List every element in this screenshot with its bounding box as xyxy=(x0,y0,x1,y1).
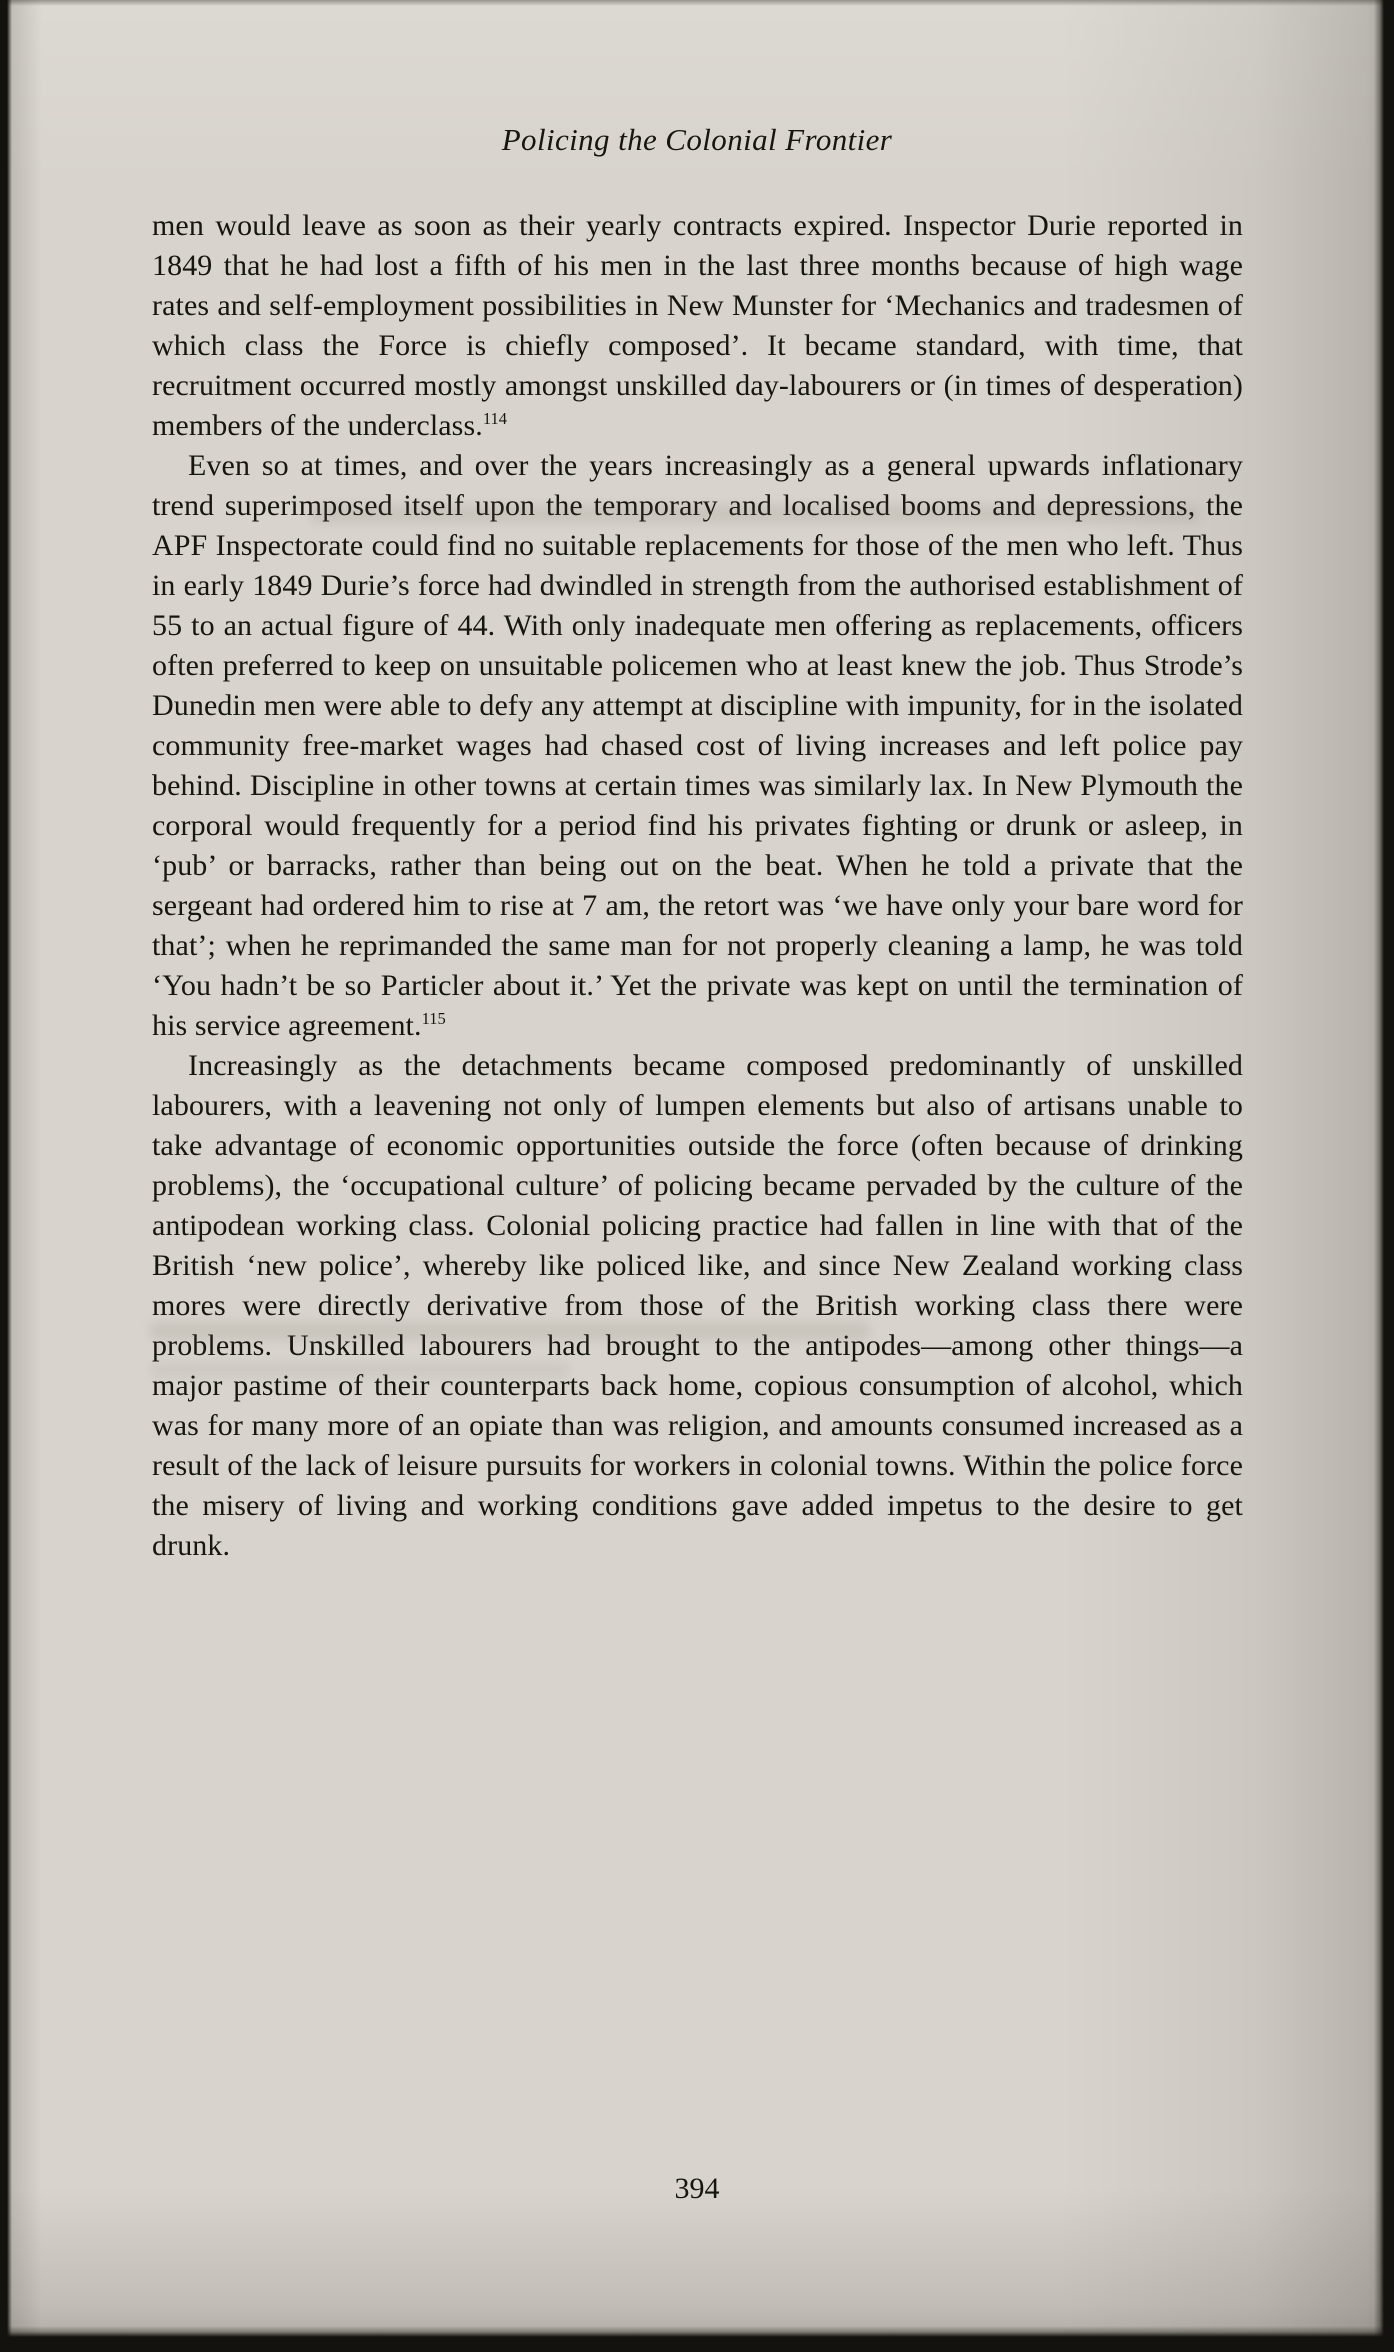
scan-edge-left xyxy=(0,0,12,2352)
paragraph: Increasingly as the detachments became composed predominantly of unskilled labourers, with a leavening not only of lumpen elements but also of artisans unable to take advantage of economic opportunities outside the force (often because of drinking problems), the ‘occupational culture’ of policing became pervaded by the culture of the antipodean working class. Colonial policing practice had fallen in line with that of the British ‘new police’, whereby like policed like, and since New Zealand working class mores were directly derivative from those of the British working class there were problems. Unskilled labourers had brought to the antipodes—among other things—a major pastime of their counterparts back home, copious consumption of alcohol, which was for many more of an opiate than was religion, and amounts consumed increased as a result of the lack of leisure pursuits for workers in colonial towns. Within the police force the misery of living and working conditions gave added impetus to the desire to get drunk. xyxy=(152,1049,1243,1562)
page-body xyxy=(152,206,1243,1566)
scan-edge-top xyxy=(0,0,1394,6)
footnote-marker: 115 xyxy=(421,1009,446,1028)
page-number: 394 xyxy=(674,2172,720,2205)
running-header: Policing the Colonial Frontier xyxy=(501,122,893,157)
paragraph: Even so at times, and over the years increasingly as a general upwards inflationary trend superimposed itself upon the temporary and localised booms and depressions, the APF Inspectorate could find no suitable replacements for those of the men who left. Thus in early 1849 Durie’s force had dwindled in strength from the authorised establishment of 55 to an actual figure of 44. With only inadequate men offering as replacements, officers often preferred to keep on unsuitable policemen who at least knew the job. Thus Strode’s Dunedin men were able to defy any attempt at discipline with impunity, for in the isolated community free-market wages had chased cost of living increases and left police pay behind. Discipline in other towns at certain times was similarly lax. In New Plymouth the corporal would frequently for a period find his privates fighting or drunk or asleep, in ‘pub’ or barracks, rather than being out on the beat. When he told a private that the sergeant had ordered him to rise at 7 am, the retort was ‘we have only your bare word for that’; when he reprimanded the same man for not properly cleaning a lamp, he was told ‘You hadn’t be so Particler about it.’ Yet the private was kept on until the termination of his service agreement.$^{115}$ xyxy=(152,449,1243,1042)
footnote-marker: 114 xyxy=(482,409,507,428)
scan-edge-bottom xyxy=(0,2326,1394,2352)
paragraph: men would leave as soon as their yearly contracts expired. Inspector Durie reported in 1849 that he had lost a fifth of his men in the last three months because of high wage rates and self-employment possibilities in New Munster for ‘Mechanics and tradesmen of which class the Force is chiefly composed’. It became standard, with time, that recruitment occurred mostly amongst unskilled day-labourers or (in times of desperation) members of the underclass.$^{114}$ xyxy=(152,209,1243,442)
scan-edge-right xyxy=(1374,0,1394,2352)
